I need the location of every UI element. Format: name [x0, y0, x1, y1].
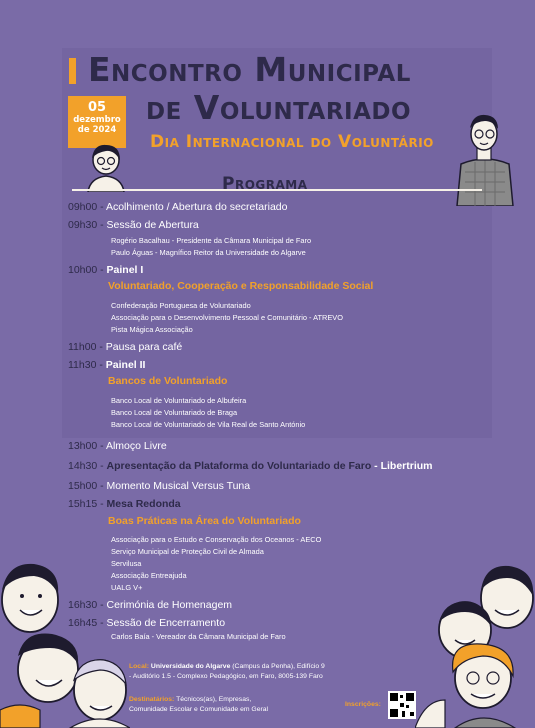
schedule-row [68, 460, 433, 472]
date-month: dezembro [73, 115, 121, 125]
local-address: - Auditório 1.5 - Complexo Pedagógico, em Faro, 8005-139 Faro [129, 673, 323, 680]
registration-qr-code[interactable] [388, 691, 416, 719]
speaker-line: Rogério Bacalhau - Presidente da Câmara Municipal de Faro [111, 236, 312, 245]
schedule-label: Almoço Livre [105, 440, 167, 452]
date-year: de 2024 [77, 125, 117, 135]
speaker-line: Associação para o Desenvolvimento Pessoal e Comunitário - ATREVO [111, 313, 343, 322]
speaker-line: Associação Entreajuda [111, 571, 187, 580]
schedule-row [68, 341, 182, 353]
speaker-line: Paulo Águas - Magnífico Reitor da Universidade do Algarve [111, 248, 306, 257]
schedule-time: 10h00 - [68, 264, 104, 276]
schedule-time: 11h30 - [68, 359, 103, 371]
schedule-label: Mesa Redonda [106, 498, 181, 510]
schedule-time: 16h30 - [68, 599, 104, 611]
schedule-row [68, 264, 143, 276]
schedule-extra: - Libertrium [374, 460, 433, 472]
schedule-row [68, 498, 181, 510]
local-info [129, 663, 325, 670]
schedule-time: 11h00 - [68, 341, 103, 353]
people-illustration-left [0, 560, 130, 728]
schedule-label: Sessão de Encerramento [106, 617, 226, 629]
audience-value-line2: Comunidade Escolar e Comunidade em Geral [129, 706, 269, 713]
speaker-line: Carlos Baía - Vereador da Câmara Municipal de Faro [111, 632, 286, 641]
panel-topic: Boas Práticas na Área do Voluntariado [108, 515, 301, 527]
programa-heading: Programa [222, 174, 308, 194]
schedule-row [68, 359, 145, 371]
speaker-line: Confederação Portuguesa de Voluntariado [111, 301, 251, 310]
schedule-label: Painel I [106, 264, 144, 276]
local-label: Local: [129, 663, 150, 670]
schedule-row [68, 201, 288, 213]
people-illustration-right [415, 560, 535, 728]
speaker-line: UALG V+ [111, 583, 143, 592]
schedule-time: 15h00 - [68, 480, 104, 492]
panel-topic: Voluntariado, Cooperação e Responsabilidade Social [108, 280, 374, 292]
schedule-row [68, 440, 167, 452]
speaker-line: Associação para o Estudo e Conservação dos Oceanos - AECO [111, 535, 322, 544]
subtitle: Dia Internacional do Voluntário [150, 132, 434, 152]
schedule-label: Painel II [105, 359, 146, 371]
local-venue: Universidade do Algarve [150, 663, 231, 670]
schedule-time: 14h30 - [68, 460, 104, 472]
title-accent-bar [69, 58, 76, 84]
speaker-line: Banco Local de Voluntariado de Braga [111, 408, 238, 417]
speaker-line: Pista Mágica Associação [111, 325, 193, 334]
audience-info [129, 696, 251, 703]
schedule-time: 15h15 - [68, 498, 104, 510]
panel-topic: Bancos de Voluntariado [108, 375, 228, 387]
schedule-label: Pausa para café [105, 341, 183, 353]
date-day: 05 [87, 100, 107, 115]
schedule-row [68, 480, 250, 492]
schedule-label: Momento Musical Versus Tuna [106, 480, 251, 492]
speaker-line: Serviço Municipal de Proteção Civil de Almada [111, 547, 264, 556]
schedule-label: Apresentação da Plataforma do Voluntariado de Faro [106, 460, 372, 472]
schedule-time: 16h45 - [68, 617, 104, 629]
schedule-label: Acolhimento / Abertura do secretariado [105, 201, 288, 213]
schedule-time: 09h00 - [68, 201, 104, 213]
registration-label: Inscrições: [345, 701, 381, 708]
speaker-line: Banco Local de Voluntariado de Vila Real de Santo António [111, 420, 306, 429]
schedule-time: 13h00 - [68, 440, 104, 452]
woman-illustration [80, 140, 132, 192]
local-venue-detail: (Campus da Penha), Edifício 9 [232, 663, 325, 670]
man-illustration [455, 112, 515, 206]
audience-value: Técnicos(as), Empresas, [176, 696, 252, 703]
schedule-label: Cerimónia de Homenagem [106, 599, 233, 611]
audience-label: Destinatários: [129, 696, 175, 703]
schedule-row [68, 219, 199, 231]
title-line-2: de Voluntariado [146, 88, 412, 127]
speaker-line: Banco Local de Voluntariado de Albufeira [111, 396, 247, 405]
schedule-label: Sessão de Abertura [106, 219, 199, 231]
schedule-time: 09h30 - [68, 219, 104, 231]
speaker-line: Servilusa [111, 559, 142, 568]
title-line-1: Encontro Municipal [88, 50, 411, 89]
